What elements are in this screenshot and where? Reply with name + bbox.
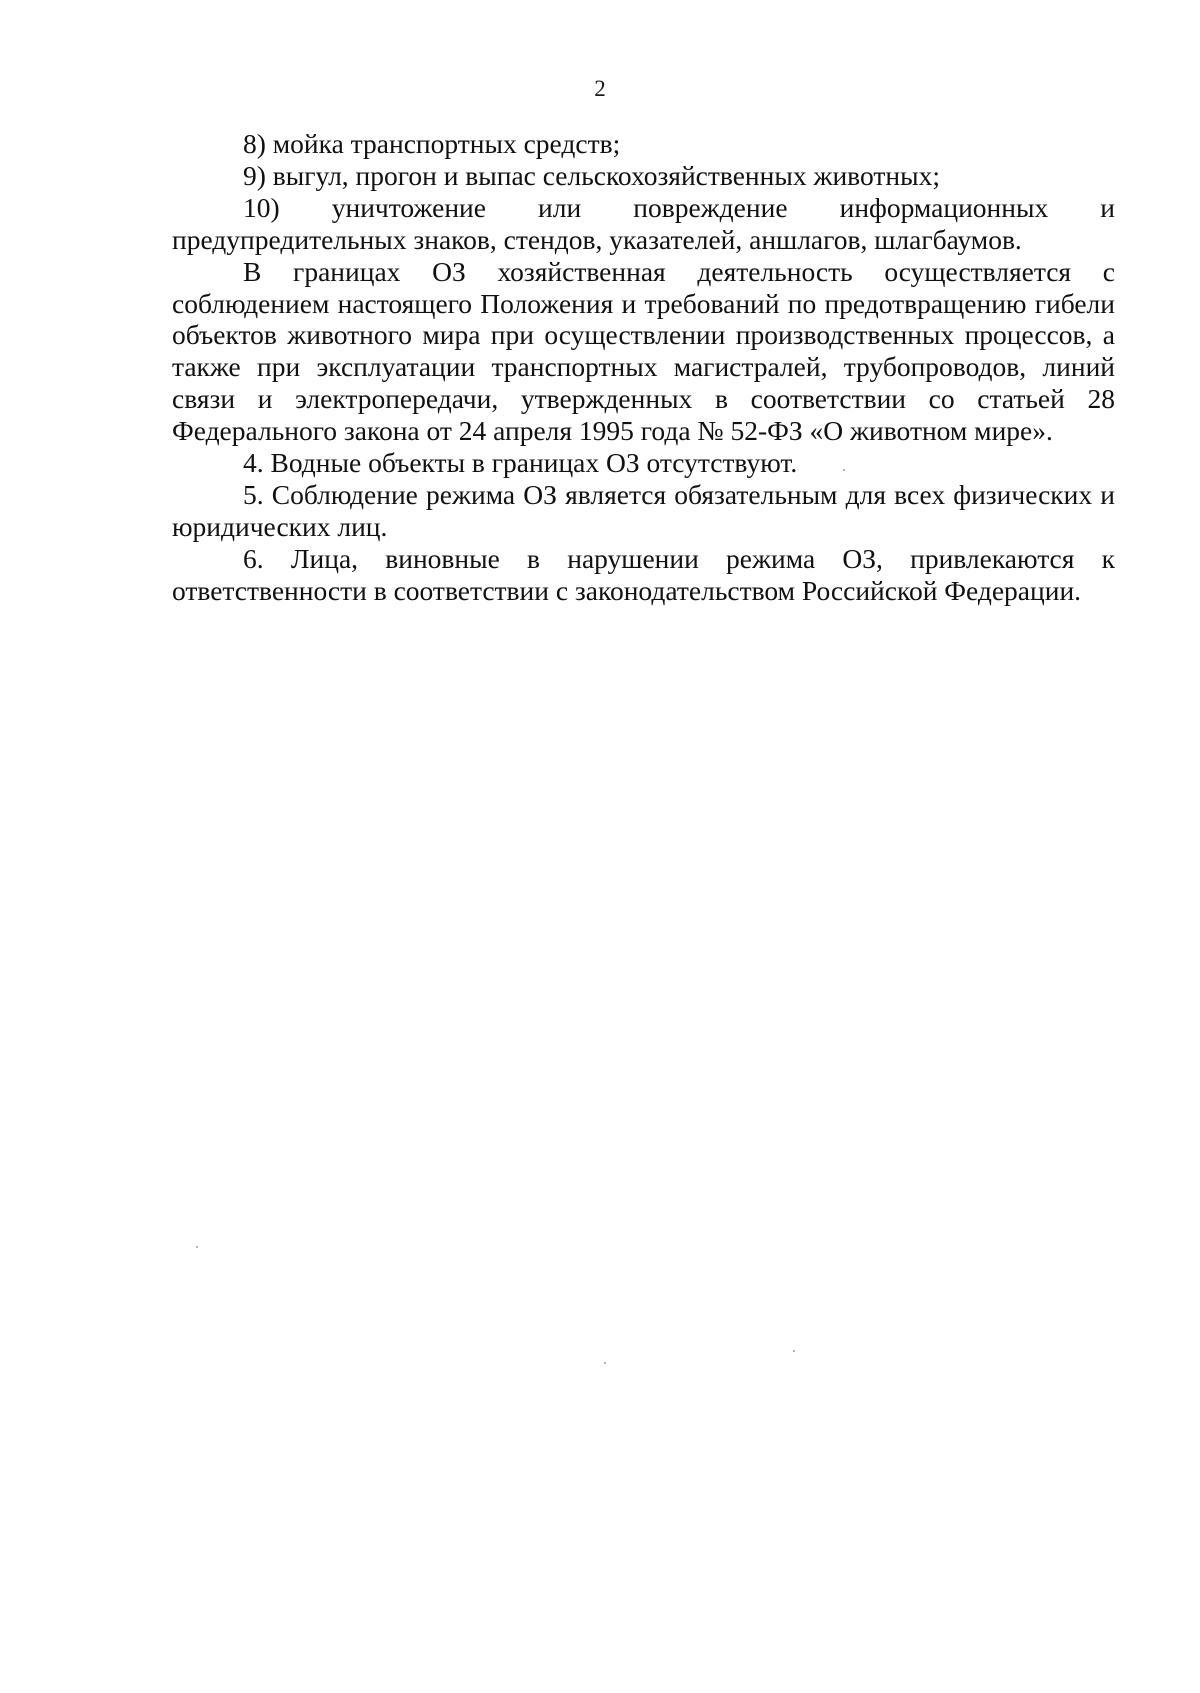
economic-activity-paragraph: В границах ОЗ хозяйственная деятельность осуществляется с соблюдением настоящего Положения и требований по предотвращению гибели объектов животного мира при осуществлении производственных процессов, а также при эксплуатации транспортных магистралей, трубопроводов, линий связи и электропередачи, утвержденных в соответствии со статьей 28 Федерального закона от 24 апреля 1995 года № 52-ФЗ «О животном мире». <box>172 255 1115 447</box>
clause-5: 5. Соблюдение режима ОЗ является обязательным для всех физических и юридических лиц. <box>172 478 1115 542</box>
list-item-10: 10) уничтожение или повреждение информационных и предупредительных знаков, стендов, указателей, аншлагов, шлагбаумов. <box>172 191 1115 255</box>
scan-speck <box>196 1246 198 1248</box>
list-item-8: 8) мойка транспортных средств; <box>243 128 621 159</box>
page-number: 2 <box>594 76 606 101</box>
clause-6: 6. Лица, виновные в нарушении режима ОЗ, привлекаются к ответственности в соответствии с законодательством Российской Федерации. <box>172 542 1115 606</box>
clause-4: 4. Водные объекты в границах ОЗ отсутствуют. <box>243 447 798 479</box>
document-body <box>172 128 1115 607</box>
scan-speck <box>843 469 845 471</box>
scan-speck <box>793 1350 795 1352</box>
scan-speck <box>604 1362 606 1364</box>
list-item-9: 9) выгул, прогон и выпас сельскохозяйственных животных; <box>243 159 940 191</box>
